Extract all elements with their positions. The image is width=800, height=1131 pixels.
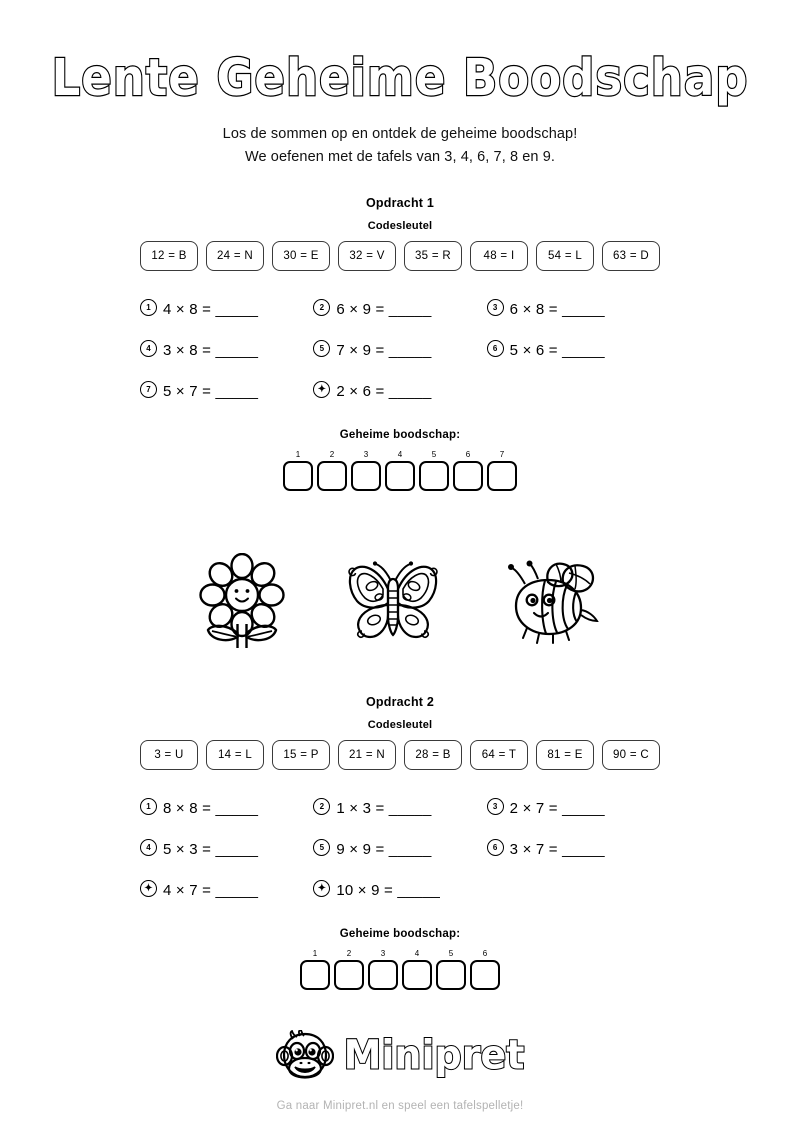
assignment-2-code-key	[0, 740, 800, 770]
answer-box-number: 4	[397, 450, 403, 460]
answer-box-cell	[453, 451, 483, 491]
problem-equation[interactable]: 5 × 7 = _____	[163, 383, 259, 401]
assignment-2-key-title: Codesleutel	[367, 719, 433, 732]
code-key-chip: 24 = N	[206, 241, 264, 271]
problem-item	[487, 334, 660, 358]
problem-equation[interactable]: 6 × 9 = _____	[336, 301, 432, 319]
answer-box-cell	[334, 950, 364, 990]
subtitle-section	[0, 123, 800, 168]
code-key-chip: 28 = B	[404, 740, 462, 770]
subtitle-line-1: Los de sommen op en ontdek de geheime boodschap!	[222, 126, 578, 143]
problem-equation[interactable]: 3 × 7 = _____	[509, 841, 605, 859]
code-key-chip: 54 = L	[536, 241, 594, 271]
answer-box[interactable]	[385, 461, 415, 491]
problem-item	[487, 293, 660, 317]
assignment-2-secret-label: Geheime boodschap:	[339, 928, 461, 941]
bonus-star-badge: ✦	[313, 880, 330, 897]
answer-box[interactable]	[436, 960, 466, 990]
flower-icon	[199, 553, 285, 649]
assignment-1-secret-message	[0, 429, 800, 491]
assignment-1-section	[0, 196, 800, 491]
problem-number-badge: 1	[140, 798, 157, 815]
assignment-1-title: Opdracht 1	[366, 196, 434, 211]
answer-box-number: 6	[482, 949, 488, 959]
problem-number-badge: 4	[140, 340, 157, 357]
bonus-star-badge: ✦	[140, 880, 157, 897]
answer-box-cell	[300, 950, 330, 990]
butterfly-icon	[343, 555, 443, 647]
answer-box-number: 2	[346, 949, 352, 959]
code-key-chip: 15 = P	[272, 740, 330, 770]
bonus-star-badge: ✦	[313, 381, 330, 398]
answer-box[interactable]	[334, 960, 364, 990]
problem-equation[interactable]: 2 × 7 = _____	[509, 800, 605, 818]
answer-box-number: 1	[295, 450, 301, 460]
clipart-strip	[0, 553, 800, 649]
code-key-chip: 21 = N	[338, 740, 396, 770]
problem-number-badge: 4	[140, 839, 157, 856]
answer-box-cell	[283, 451, 313, 491]
answer-box-number: 1	[312, 949, 318, 959]
answer-box-cell	[385, 451, 415, 491]
problem-item	[313, 874, 486, 898]
answer-box-number: 5	[448, 949, 454, 959]
answer-box[interactable]	[419, 461, 449, 491]
code-key-chip: 3 = U	[140, 740, 198, 770]
problem-equation[interactable]: 2 × 6 = _____	[336, 383, 432, 401]
problem-item	[140, 874, 313, 898]
answer-box[interactable]	[487, 461, 517, 491]
problem-equation[interactable]: 9 × 9 = _____	[336, 841, 432, 859]
problem-item	[140, 375, 313, 399]
problem-number-badge: 2	[313, 798, 330, 815]
monkey-face-icon	[276, 1030, 334, 1080]
problem-number-badge: 3	[487, 299, 504, 316]
problem-item	[313, 293, 486, 317]
problem-item	[140, 334, 313, 358]
problem-equation[interactable]: 6 × 8 = _____	[509, 301, 605, 319]
assignment-2-title: Opdracht 2	[366, 695, 434, 710]
answer-box-number: 3	[380, 949, 386, 959]
problem-number-badge: 3	[487, 798, 504, 815]
code-key-chip: 48 = I	[470, 241, 528, 271]
footer	[0, 1030, 800, 1112]
answer-box-number: 4	[414, 949, 420, 959]
answer-box-cell	[419, 451, 449, 491]
answer-box-cell	[351, 451, 381, 491]
problem-item	[313, 833, 486, 857]
problem-item	[313, 375, 486, 399]
page-title: Lente Geheime Boodschap	[51, 47, 749, 108]
problem-equation[interactable]: 7 × 9 = _____	[336, 342, 432, 360]
assignment-1-answer-boxes	[0, 451, 800, 491]
footer-note: Ga naar Minipret.nl en speel een tafelspelletje!	[276, 1100, 524, 1113]
answer-box-cell	[402, 950, 432, 990]
code-key-chip: 14 = L	[206, 740, 264, 770]
problem-number-badge: 5	[313, 839, 330, 856]
code-key-chip: 63 = D	[602, 241, 660, 271]
problem-item	[140, 792, 313, 816]
answer-box-cell	[317, 451, 347, 491]
problem-number-badge: 6	[487, 340, 504, 357]
subtitle-line-2: We oefenen met de tafels van 3, 4, 6, 7, 8 en 9.	[244, 148, 556, 165]
brand-logo	[0, 1030, 800, 1080]
assignment-1-problems	[140, 293, 660, 399]
problem-item	[487, 792, 660, 816]
answer-box-number: 5	[431, 450, 437, 460]
brand-name: Minipret	[343, 1032, 525, 1079]
answer-box[interactable]	[300, 960, 330, 990]
problem-equation[interactable]: 5 × 3 = _____	[163, 841, 259, 859]
problem-equation[interactable]: 4 × 8 = _____	[163, 301, 259, 319]
problem-equation[interactable]: 3 × 8 = _____	[163, 342, 259, 360]
code-key-chip: 30 = E	[272, 241, 330, 271]
problem-equation[interactable]: 4 × 7 = _____	[163, 882, 259, 900]
assignment-1-key-title: Codesleutel	[367, 220, 433, 233]
answer-box[interactable]	[283, 461, 313, 491]
code-key-chip: 35 = R	[404, 241, 462, 271]
problem-item	[487, 833, 660, 857]
answer-box-number: 6	[465, 450, 471, 460]
answer-box[interactable]	[402, 960, 432, 990]
problem-item	[140, 293, 313, 317]
problem-equation[interactable]: 1 × 3 = _____	[336, 800, 432, 818]
answer-box[interactable]	[368, 960, 398, 990]
answer-box-cell	[470, 950, 500, 990]
answer-box-cell	[368, 950, 398, 990]
problem-item	[313, 334, 486, 358]
problem-number-badge: 1	[140, 299, 157, 316]
assignment-2-secret-message	[0, 928, 800, 990]
assignment-1-code-key	[0, 241, 800, 271]
answer-box-number: 2	[329, 450, 335, 460]
code-key-chip: 32 = V	[338, 241, 396, 271]
problem-item	[140, 833, 313, 857]
assignment-2-answer-boxes	[0, 950, 800, 990]
code-key-chip: 12 = B	[140, 241, 198, 271]
problem-number-badge: 6	[487, 839, 504, 856]
answer-box-cell	[436, 950, 466, 990]
code-key-chip: 90 = C	[602, 740, 660, 770]
problem-item	[313, 792, 486, 816]
answer-box-number: 3	[363, 450, 369, 460]
answer-box[interactable]	[470, 960, 500, 990]
problem-equation[interactable]: 8 × 8 = _____	[163, 800, 259, 818]
title-section	[0, 0, 800, 108]
problem-equation[interactable]: 10 × 9 = _____	[336, 882, 441, 900]
assignment-2-section	[0, 695, 800, 990]
problem-number-badge: 5	[313, 340, 330, 357]
answer-box[interactable]	[453, 461, 483, 491]
answer-box-cell	[487, 451, 517, 491]
answer-box[interactable]	[351, 461, 381, 491]
answer-box-number: 7	[499, 450, 505, 460]
assignment-2-problems	[140, 792, 660, 898]
assignment-1-secret-label: Geheime boodschap:	[339, 429, 461, 442]
answer-box[interactable]	[317, 461, 347, 491]
problem-number-badge: 2	[313, 299, 330, 316]
code-key-chip: 81 = E	[536, 740, 594, 770]
problem-number-badge: 7	[140, 381, 157, 398]
problem-equation[interactable]: 5 × 6 = _____	[509, 342, 605, 360]
code-key-chip: 64 = T	[470, 740, 528, 770]
bee-icon	[501, 558, 601, 644]
